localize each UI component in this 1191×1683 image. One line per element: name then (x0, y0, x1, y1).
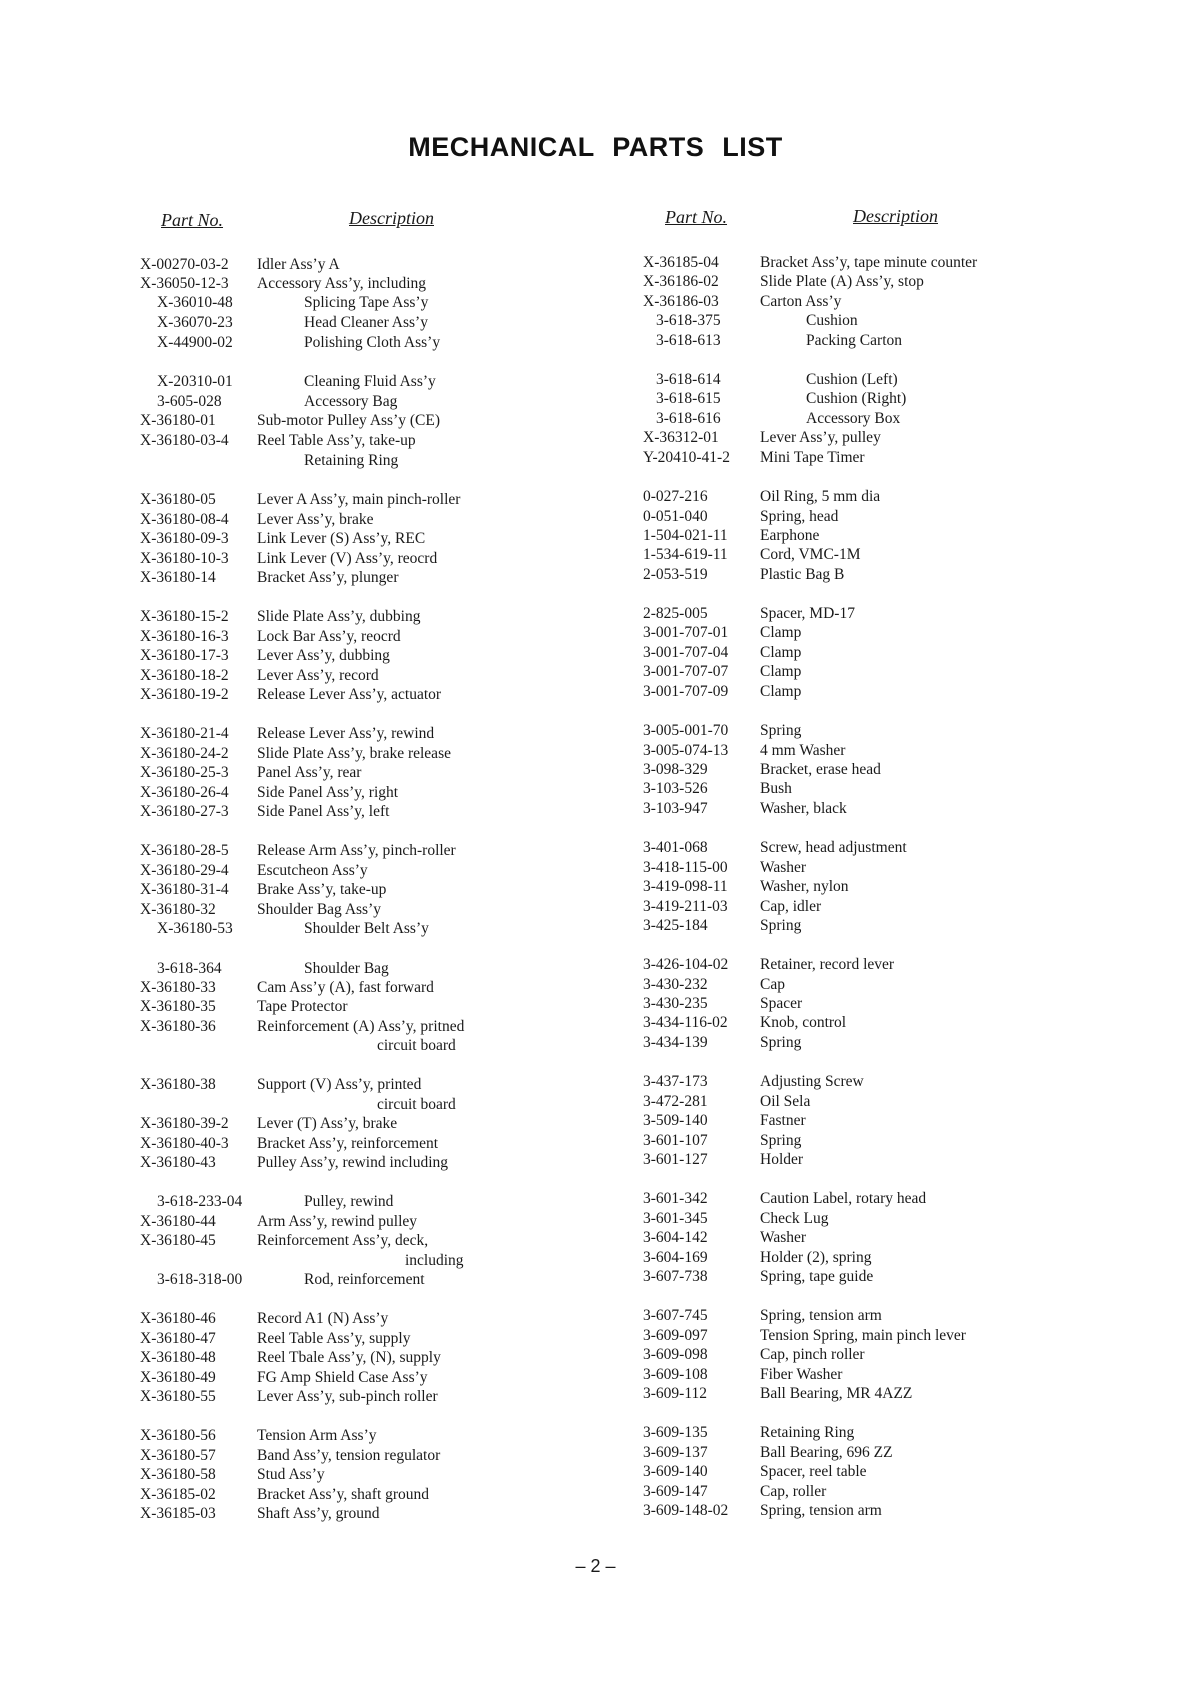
part-description: Shaft Ass’y, ground (257, 1505, 380, 1522)
part-description: Lever Ass’y, pulley (760, 429, 881, 446)
part-number: 3-418-115-00 (643, 859, 728, 876)
part-number: X-36180-57 (140, 1447, 216, 1464)
part-description: Accessory Bag (304, 393, 398, 410)
part-description: Packing Carton (806, 332, 902, 349)
part-number: X-36186-03 (643, 293, 719, 310)
right-description-header: Description (853, 206, 938, 226)
part-number: 3-618-375 (656, 312, 721, 329)
part-number: 3-437-173 (643, 1073, 708, 1090)
right-partno-header: Part No. (665, 207, 728, 227)
part-number: 3-434-139 (643, 1034, 708, 1051)
part-description: FG Amp Shield Case Ass’y (257, 1369, 428, 1386)
part-description: Escutcheon Ass’y (257, 862, 368, 879)
part-description: Release Lever Ass’y, rewind (257, 725, 435, 742)
part-description: Bracket Ass’y, reinforcement (257, 1135, 439, 1152)
part-number: X-36050-12-3 (140, 275, 229, 292)
part-description: Spring, tension arm (760, 1502, 882, 1519)
part-number: X-36180-58 (140, 1466, 216, 1483)
part-number: 3-005-074-13 (643, 742, 729, 759)
part-description: Spring, tape guide (760, 1268, 874, 1285)
part-number: 3-601-345 (643, 1210, 708, 1227)
part-description: Clamp (760, 644, 802, 661)
part-number: 3-434-116-02 (643, 1014, 728, 1031)
part-description: Band Ass’y, tension regulator (257, 1447, 441, 1464)
part-number: Y-20410-41-2 (643, 449, 730, 466)
part-number: X-36180-28-5 (140, 842, 229, 859)
part-description: Check Lug (760, 1210, 829, 1227)
part-description: Spacer (760, 995, 803, 1012)
part-description: Clamp (760, 663, 802, 680)
part-description: Oil Ring, 5 mm dia (760, 488, 881, 505)
part-number: 3-618-364 (157, 960, 222, 977)
part-description: Lever Ass’y, sub-pinch roller (257, 1388, 438, 1405)
part-number: 3-098-329 (643, 761, 708, 778)
part-number: 3-001-707-07 (643, 663, 729, 680)
part-number: X-36010-48 (157, 294, 233, 311)
part-number: X-36180-08-4 (140, 511, 229, 528)
part-number: 3-605-028 (157, 393, 222, 410)
page-title: MECHANICAL PARTS LIST (408, 132, 783, 162)
part-description: Panel Ass’y, rear (257, 764, 362, 781)
part-description: Clamp (760, 683, 802, 700)
part-number: 3-609-108 (643, 1366, 708, 1383)
part-number: X-36186-02 (643, 273, 719, 290)
part-number: 3-607-745 (643, 1307, 708, 1324)
part-description: Accessory Ass’y, including (257, 275, 427, 292)
part-description: including (405, 1252, 464, 1269)
part-description: Mini Tape Timer (760, 449, 865, 466)
part-number: X-36180-38 (140, 1076, 216, 1093)
part-description: Head Cleaner Ass’y (304, 314, 428, 331)
part-number: X-36180-43 (140, 1154, 216, 1171)
part-number: 3-609-147 (643, 1483, 708, 1500)
part-number: 3-618-615 (656, 390, 721, 407)
part-description: Spring, tension arm (760, 1307, 882, 1324)
part-description: Shoulder Bag (304, 960, 389, 977)
part-number: 0-027-216 (643, 488, 708, 505)
part-description: Shoulder Belt Ass’y (304, 920, 429, 937)
part-description: Lever Ass’y, record (257, 667, 379, 684)
part-number: 3-103-526 (643, 780, 708, 797)
part-description: Accessory Box (806, 410, 901, 427)
part-number: X-36180-05 (140, 491, 216, 508)
part-number: X-36180-10-3 (140, 550, 229, 567)
part-description: Holder (760, 1151, 804, 1168)
part-description: Shoulder Bag Ass’y (257, 901, 381, 918)
part-description: Retaining Ring (760, 1424, 855, 1441)
part-number: X-36180-21-4 (140, 725, 229, 742)
part-description: Screw, head adjustment (760, 839, 907, 856)
part-number: 3-604-169 (643, 1249, 708, 1266)
part-number: X-36180-46 (140, 1310, 216, 1327)
part-number: 3-419-098-11 (643, 878, 728, 895)
part-description: Side Panel Ass’y, left (257, 803, 390, 820)
page-number: – 2 – (575, 1556, 616, 1576)
part-description: Washer, nylon (760, 878, 849, 895)
part-number: X-36185-03 (140, 1505, 216, 1522)
part-description: Cushion (806, 312, 858, 329)
part-number: 3-607-738 (643, 1268, 708, 1285)
part-number: X-36185-02 (140, 1486, 216, 1503)
part-number: 3-609-097 (643, 1327, 708, 1344)
part-number: X-44900-02 (157, 334, 233, 351)
part-number: 1-534-619-11 (643, 546, 728, 563)
part-description: Rod, reinforcement (304, 1271, 425, 1288)
part-number: X-36180-35 (140, 998, 216, 1015)
part-description: Record A1 (N) Ass’y (257, 1310, 389, 1327)
part-number: 3-430-235 (643, 995, 708, 1012)
part-description: Side Panel Ass’y, right (257, 784, 399, 801)
part-number: X-36180-40-3 (140, 1135, 229, 1152)
part-number: 3-001-707-01 (643, 624, 729, 641)
part-description: Cap, roller (760, 1483, 827, 1500)
part-description: Caution Label, rotary head (760, 1190, 927, 1207)
part-description: Lever A Ass’y, main pinch-roller (257, 491, 461, 508)
part-number: 3-401-068 (643, 839, 708, 856)
part-number: 3-425-184 (643, 917, 708, 934)
part-description: Pulley, rewind (304, 1193, 394, 1210)
part-description: Reel Tbale Ass’y, (N), supply (257, 1349, 441, 1366)
part-number: X-36180-09-3 (140, 530, 229, 547)
left-description-header: Description (349, 208, 434, 228)
part-description: Plastic Bag B (760, 566, 845, 583)
part-number: 3-005-001-70 (643, 722, 729, 739)
part-description: Earphone (760, 527, 820, 544)
part-description: Slide Plate Ass’y, dubbing (257, 608, 421, 625)
part-description: Tension Arm Ass’y (257, 1427, 377, 1444)
part-number: 3-103-947 (643, 800, 708, 817)
part-number: X-36070-23 (157, 314, 233, 331)
part-description: Reel Table Ass’y, supply (257, 1330, 411, 1347)
part-number: X-36180-32 (140, 901, 216, 918)
part-number: 3-419-211-03 (643, 898, 728, 915)
part-number: X-20310-01 (157, 373, 233, 390)
part-description: Fastner (760, 1112, 806, 1129)
part-description: Holder (2), spring (760, 1249, 872, 1266)
part-number: 2-053-519 (643, 566, 708, 583)
part-number: X-36180-45 (140, 1232, 216, 1249)
part-number: 3-609-098 (643, 1346, 708, 1363)
part-number: X-36180-18-2 (140, 667, 229, 684)
part-number: X-36180-55 (140, 1388, 216, 1405)
part-description: Cap, idler (760, 898, 822, 915)
part-description: Link Lever (V) Ass’y, reocrd (257, 550, 438, 567)
part-number: 0-051-040 (643, 508, 708, 525)
part-description: Oil Sela (760, 1093, 811, 1110)
part-description: Ball Bearing, 696 ZZ (760, 1444, 893, 1461)
part-number: 3-509-140 (643, 1112, 708, 1129)
part-number: X-36180-26-4 (140, 784, 229, 801)
part-number: 3-601-127 (643, 1151, 708, 1168)
part-number: X-36180-24-2 (140, 745, 229, 762)
part-description: Cam Ass’y (A), fast forward (257, 979, 434, 996)
part-number: 3-426-104-02 (643, 956, 729, 973)
part-description: Fiber Washer (760, 1366, 843, 1383)
part-description: Lock Bar Ass’y, reocrd (257, 628, 401, 645)
part-description: Spring (760, 1034, 802, 1051)
part-description: Lever Ass’y, brake (257, 511, 374, 528)
part-number: 3-001-707-09 (643, 683, 729, 700)
part-number: 3-601-107 (643, 1132, 708, 1149)
part-description: Lever (T) Ass’y, brake (257, 1115, 398, 1132)
part-number: X-36180-48 (140, 1349, 216, 1366)
part-number: X-36180-31-4 (140, 881, 229, 898)
part-description: Cord, VMC-1M (760, 546, 861, 563)
part-number: X-36180-16-3 (140, 628, 229, 645)
part-description: Washer (760, 1229, 807, 1246)
part-description: Spring (760, 722, 802, 739)
part-description: Splicing Tape Ass’y (304, 294, 429, 311)
part-number: 1-504-021-11 (643, 527, 728, 544)
part-description: Arm Ass’y, rewind pulley (257, 1213, 418, 1230)
part-description: Slide Plate Ass’y, brake release (257, 745, 451, 762)
part-number: 3-618-613 (656, 332, 721, 349)
part-number: X-36180-49 (140, 1369, 216, 1386)
part-description: Spring (760, 917, 802, 934)
part-number: X-36180-44 (140, 1213, 216, 1230)
part-number: X-36180-39-2 (140, 1115, 229, 1132)
part-number: X-36180-33 (140, 979, 216, 996)
part-description: Cap, pinch roller (760, 1346, 865, 1363)
part-description: circuit board (377, 1096, 456, 1113)
part-description: Idler Ass’y A (257, 256, 340, 273)
part-description: Support (V) Ass’y, printed (257, 1076, 422, 1093)
part-description: Spacer, MD-17 (760, 605, 855, 622)
part-number: X-36180-56 (140, 1427, 216, 1444)
part-number: 3-472-281 (643, 1093, 708, 1110)
part-description: Cleaning Fluid Ass’y (304, 373, 436, 390)
part-description: Clamp (760, 624, 802, 641)
part-description: Brake Ass’y, take-up (257, 881, 387, 898)
part-description: Release Arm Ass’y, pinch-roller (257, 842, 456, 859)
part-number: X-36312-01 (643, 429, 719, 446)
part-description: Adjusting Screw (760, 1073, 864, 1090)
part-description: Release Lever Ass’y, actuator (257, 686, 442, 703)
part-description: Bush (760, 780, 792, 797)
part-number: 3-618-614 (656, 371, 721, 388)
part-description: Cushion (Left) (806, 371, 898, 388)
part-number: X-36180-01 (140, 412, 216, 429)
left-partno-header: Part No. (161, 210, 224, 230)
part-description: Retaining Ring (304, 452, 399, 469)
part-description: Knob, control (760, 1014, 847, 1031)
part-number: X-36180-14 (140, 569, 216, 586)
part-description: Reinforcement (A) Ass’y, pritned (257, 1018, 465, 1035)
part-description: Spring, head (760, 508, 839, 525)
part-number: X-36180-19-2 (140, 686, 229, 703)
part-number: 3-609-140 (643, 1463, 708, 1480)
part-number: 3-609-135 (643, 1424, 708, 1441)
part-description: Cushion (Right) (806, 390, 907, 407)
part-number: 3-604-142 (643, 1229, 708, 1246)
part-description: Link Lever (S) Ass’y, REC (257, 530, 426, 547)
part-number: X-36185-04 (643, 254, 719, 271)
part-number: 3-430-232 (643, 976, 708, 993)
part-description: Tension Spring, main pinch lever (760, 1327, 966, 1344)
part-description: Ball Bearing, MR 4AZZ (760, 1385, 913, 1402)
part-description: Bracket Ass’y, tape minute counter (760, 254, 978, 271)
part-description: Retainer, record lever (760, 956, 895, 973)
part-number: X-36180-25-3 (140, 764, 229, 781)
part-description: Washer (760, 859, 807, 876)
part-number: 3-601-342 (643, 1190, 708, 1207)
part-description: Washer, black (760, 800, 847, 817)
part-description: Reinforcement Ass’y, deck, (257, 1232, 429, 1249)
part-number: X-36180-27-3 (140, 803, 229, 820)
part-description: Reel Table Ass’y, take-up (257, 432, 416, 449)
part-number: X-36180-29-4 (140, 862, 229, 879)
part-description: Bracket Ass’y, shaft ground (257, 1486, 430, 1503)
part-description: Pulley Ass’y, rewind including (257, 1154, 449, 1171)
part-description: Cap (760, 976, 785, 993)
part-number: X-36180-36 (140, 1018, 216, 1035)
part-description: Tape Protector (257, 998, 348, 1015)
part-description: Bracket Ass’y, plunger (257, 569, 399, 586)
part-number: 3-609-137 (643, 1444, 708, 1461)
part-number: X-36180-15-2 (140, 608, 229, 625)
part-description: 4 mm Washer (760, 742, 846, 759)
part-description: Stud Ass’y (257, 1466, 325, 1483)
part-number: 3-609-148-02 (643, 1502, 729, 1519)
part-number: 2-825-005 (643, 605, 708, 622)
part-number: X-36180-17-3 (140, 647, 229, 664)
part-description: Lever Ass’y, dubbing (257, 647, 390, 664)
part-description: Slide Plate (A) Ass’y, stop (760, 273, 924, 290)
part-number: 3-001-707-04 (643, 644, 729, 661)
part-number: X-36180-03-4 (140, 432, 229, 449)
part-number: 3-609-112 (643, 1385, 707, 1402)
part-number: 3-618-318-00 (157, 1271, 243, 1288)
part-number: 3-618-233-04 (157, 1193, 243, 1210)
part-number: X-36180-47 (140, 1330, 216, 1347)
part-description: Bracket, erase head (760, 761, 881, 778)
part-number: X-36180-53 (157, 920, 233, 937)
part-description: Polishing Cloth Ass’y (304, 334, 441, 351)
part-number: X-00270-03-2 (140, 256, 229, 273)
part-description: Sub-motor Pulley Ass’y (CE) (257, 412, 440, 429)
part-description: Spring (760, 1132, 802, 1149)
part-description: Carton Ass’y (760, 293, 842, 310)
part-description: circuit board (377, 1037, 456, 1054)
part-number: 3-618-616 (656, 410, 721, 427)
part-description: Spacer, reel table (760, 1463, 867, 1480)
